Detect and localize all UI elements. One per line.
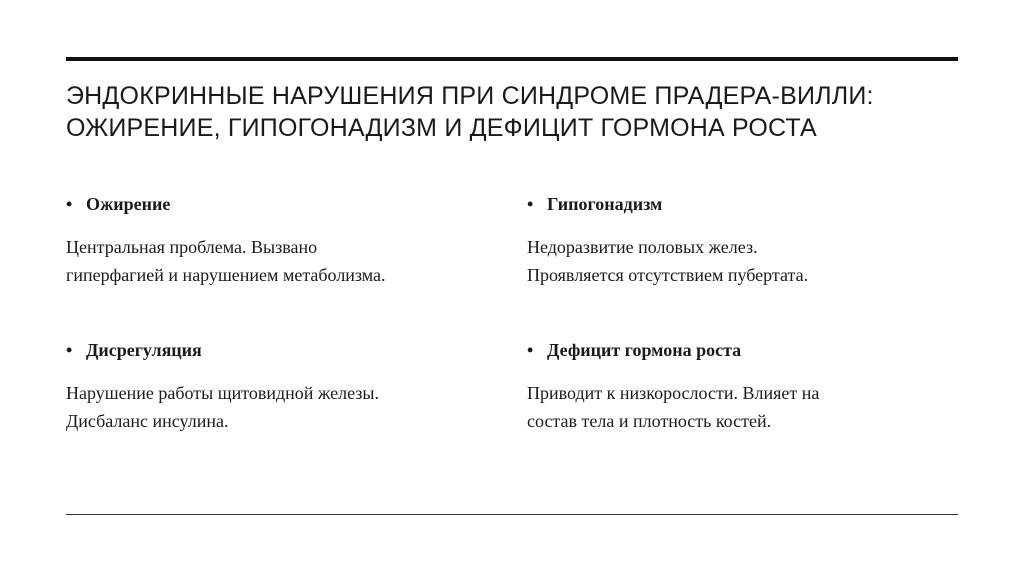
bullet-icon: • bbox=[527, 340, 534, 360]
slide-title-line-1: ЭНДОКРИННЫЕ НАРУШЕНИЯ ПРИ СИНДРОМЕ ПРАДЕРА-ВИЛЛИ: bbox=[66, 82, 874, 110]
item-description-line: гиперфагией и нарушением метаболизма. bbox=[66, 265, 386, 285]
list-item-obesity bbox=[66, 193, 496, 289]
item-description bbox=[527, 233, 957, 289]
slide-title-line-2: ОЖИРЕНИЕ, ГИПОГОНАДИЗМ И ДЕФИЦИТ ГОРМОНА РОСТА bbox=[66, 114, 817, 142]
bullet-icon: • bbox=[66, 340, 73, 360]
item-description bbox=[66, 379, 496, 435]
item-description-line: состав тела и плотность костей. bbox=[527, 411, 772, 431]
item-description-line: Центральная проблема. Вызвано bbox=[66, 237, 318, 257]
item-description-line: Проявляется отсутствием пубертата. bbox=[527, 265, 809, 285]
item-heading bbox=[527, 193, 957, 215]
top-divider bbox=[66, 57, 958, 61]
item-description bbox=[527, 379, 957, 435]
item-description-line: Приводит к низкорослости. Влияет на bbox=[527, 383, 820, 403]
item-description-line: Дисбаланс инсулина. bbox=[66, 411, 229, 431]
slide-title bbox=[66, 80, 958, 144]
item-heading bbox=[527, 339, 957, 361]
list-item-hypogonadism bbox=[527, 193, 957, 289]
bottom-divider bbox=[66, 514, 958, 515]
item-heading bbox=[66, 339, 496, 361]
item-description-line: Нарушение работы щитовидной железы. bbox=[66, 383, 379, 403]
list-item-dysregulation bbox=[66, 339, 496, 435]
bullet-icon: • bbox=[66, 194, 73, 214]
item-description-line: Недоразвитие половых желез. bbox=[527, 237, 758, 257]
bullet-icon: • bbox=[527, 194, 534, 214]
item-heading-label: Ожирение bbox=[86, 194, 171, 214]
item-heading bbox=[66, 193, 496, 215]
item-heading-label: Дефицит гормона роста bbox=[547, 340, 742, 360]
item-description bbox=[66, 233, 496, 289]
item-heading-label: Дисрегуляция bbox=[86, 340, 202, 360]
list-item-growth-hormone-deficiency bbox=[527, 339, 957, 435]
item-heading-label: Гипогонадизм bbox=[547, 194, 663, 214]
